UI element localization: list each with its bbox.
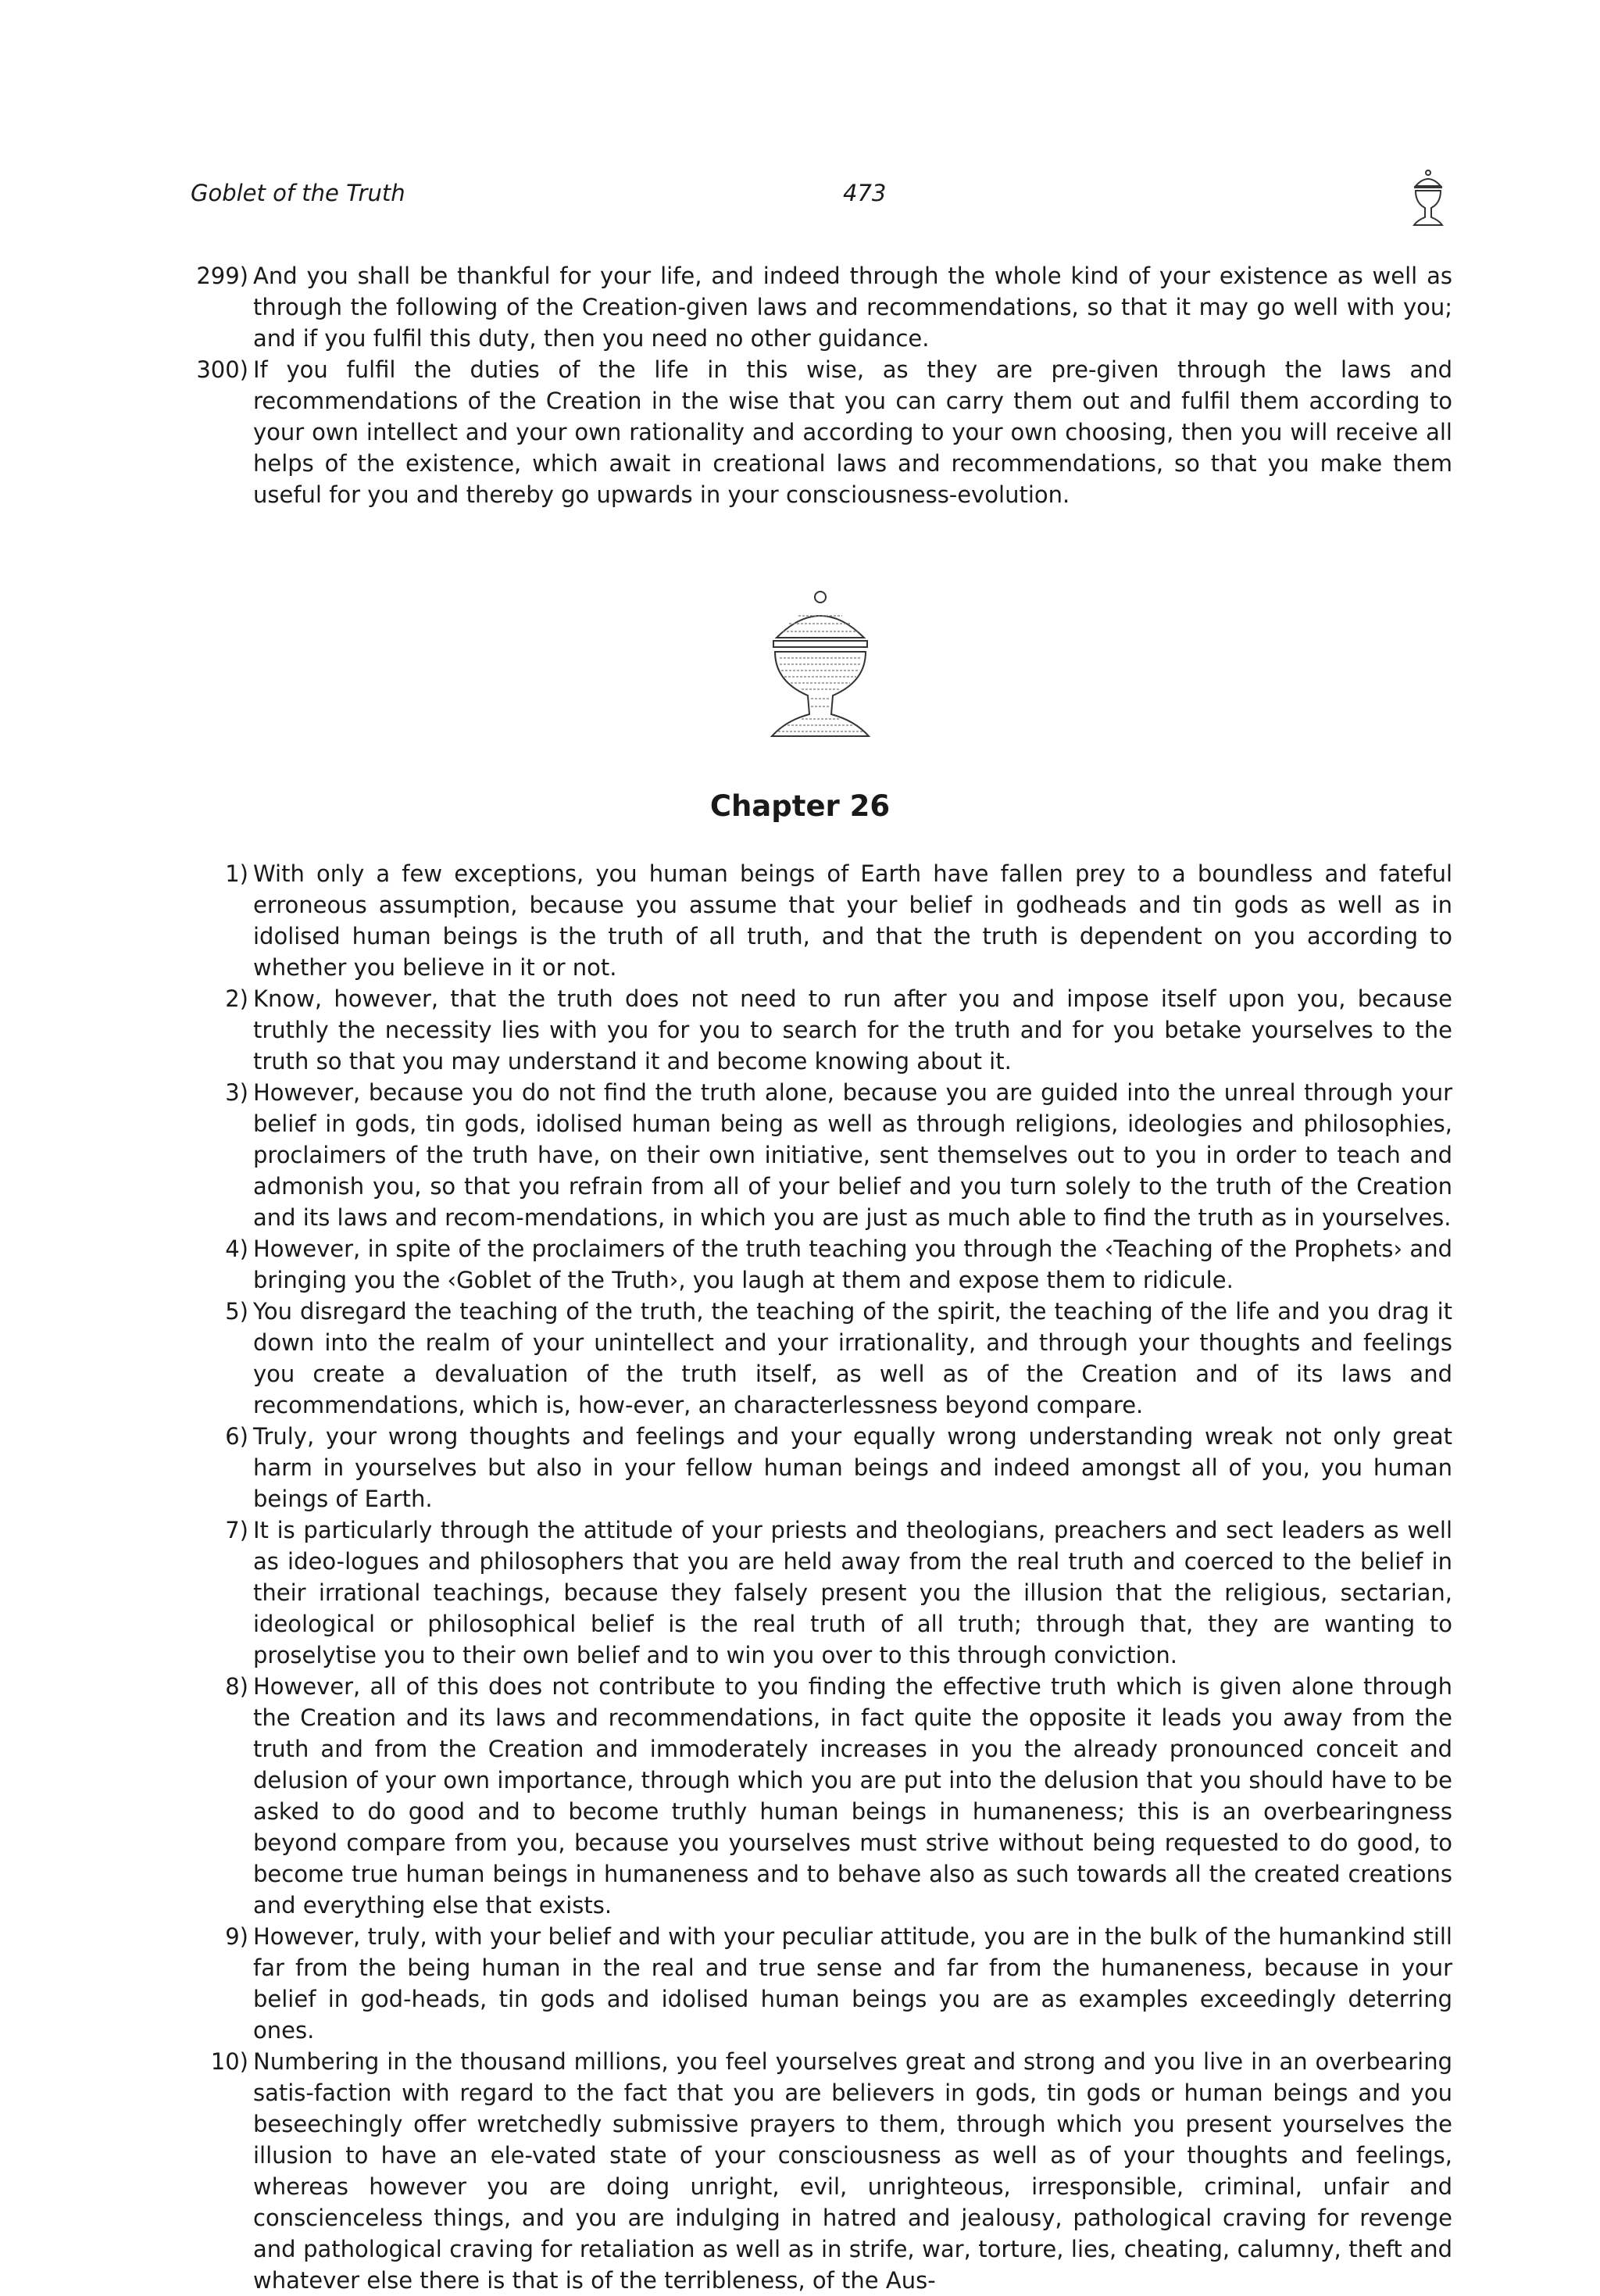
verse-text: Know, however, that the truth does not need to run after you and impose itself upon you, because truthly the necessity lies with you for you to search for the truth and for you betake yourselves to the truth so that you may understand it and become knowing about it. bbox=[253, 985, 1452, 1075]
page-header bbox=[191, 173, 1441, 228]
goblet-icon bbox=[1408, 169, 1448, 228]
verse-number: 7) bbox=[225, 1517, 248, 1543]
verse-text: It is particularly through the attitude of your priests and theologians, preachers and sect leaders as well as ideo-logues and philosophers that you are held away from the real truth and coerced to the belief in their irrational teachings, because they falsely present you the illusion that the religious, sectarian, ideological or philosophical belief is the real truth of all truth; through that, they are wanting to proselytise you to their own belief and to win you over to this through conviction. bbox=[253, 1517, 1452, 1668]
verse-text: If you fulfil the duties of the life in this wise, as they are pre-given through the laws and recommendations of the Creation in the wise that you can carry them out and fulfil them according to your own intellect and your own rationality and according to your own choosing, then you will receive all helps of the existence, which await in creational laws and recommendations, so that you make them useful for you and thereby go upwards in your consciousness-evolution. bbox=[253, 356, 1452, 508]
verse-text: Truly, your wrong thoughts and feelings and your equally wrong understanding wreak not only great harm in yourselves but also in your fellow human beings and indeed amongst all of you, you human beings of Earth. bbox=[253, 1423, 1452, 1512]
verse-number: 5) bbox=[225, 1298, 248, 1325]
goblet-text-illustration-icon bbox=[767, 589, 873, 746]
verse-item bbox=[191, 354, 1452, 510]
verse-number: 10) bbox=[210, 2048, 248, 2075]
verse-item bbox=[191, 1921, 1452, 2046]
verse-number: 2) bbox=[225, 985, 248, 1012]
verse-item bbox=[191, 1671, 1452, 1921]
verse-text: You disregard the teaching of the truth, the teaching of the spirit, the teaching of the life and you drag it down into the realm of your unintellect and your irrationality, and through your thoughts and feelings you create a devaluation of the truth itself, as well as of the Creation and of its laws and recommendations, which is, how-ever, an characterlessness beyond compare. bbox=[253, 1298, 1452, 1418]
verse-item bbox=[191, 983, 1452, 1077]
verse-number: 6) bbox=[225, 1423, 248, 1450]
verse-item bbox=[191, 1296, 1452, 1421]
verse-item bbox=[191, 2046, 1452, 2296]
verse-text: And you shall be thankful for your life, and indeed through the whole kind of your existence as well as through the following of the Creation-given laws and recommendations, so that it may go well with you; and if you fulfil this duty, then you need no other guidance. bbox=[253, 263, 1452, 352]
verse-number: 3) bbox=[225, 1079, 248, 1106]
verse-item bbox=[191, 1515, 1452, 1671]
running-title: Goblet of the Truth bbox=[191, 180, 405, 206]
verse-text: However, all of this does not contribute to you finding the effective truth which is given alone through the Creation and its laws and recommendations, in fact quite the opposite it leads you away from the truth and from the Creation and immoderately increases in you the already pronounced conceit and delusion of your own importance, through which you are put into the delusion that you should have to be asked to do good and to become truthly human beings in humaneness; this is an overbearingness beyond compare from you, because you yourselves must strive without being requested to do good, to become true human beings in humaneness and to behave also as such towards all the created creations and everything else that exists. bbox=[253, 1673, 1452, 1919]
verse-item bbox=[191, 1421, 1452, 1515]
verse-text: With only a few exceptions, you human beings of Earth have fallen prey to a boundless and fateful erroneous assumption, because you assume that your belief in godheads and tin gods as well as in idolised human beings is the truth of all truth, and that the truth is dependent on you according to whether you believe in it or not. bbox=[253, 860, 1452, 981]
verse-text: However, in spite of the proclaimers of the truth teaching you through the ‹Teaching of the Prophets› and bringing you the ‹Goblet of the Truth›, you laugh at them and expose them to ridicule. bbox=[253, 1236, 1452, 1293]
verse-number: 4) bbox=[225, 1236, 248, 1262]
verse-number: 8) bbox=[225, 1673, 248, 1700]
verse-number: 299) bbox=[196, 263, 248, 289]
verse-number: 1) bbox=[225, 860, 248, 887]
verse-item bbox=[191, 260, 1452, 354]
page-number: 473 bbox=[843, 180, 887, 206]
verse-text: However, truly, with your belief and with your peculiar attitude, you are in the bulk of the humankind still far from the being human in the real and true sense and far from the humaneness, because in your belief in god-heads, tin gods and idolised human beings you are as examples exceedingly deterring ones. bbox=[253, 1923, 1452, 2044]
verse-list-chapter bbox=[191, 858, 1452, 2296]
verse-list-previous-chapter bbox=[191, 260, 1452, 510]
verse-text: Numbering in the thousand millions, you feel yourselves great and strong and you live in an overbearing satis-faction with regard to the fact that you are believers in gods, tin gods or human beings and you beseechingly offer wretchedly submissive prayers to them, through which you present yourselves the illusion to have an ele-vated state of your consciousness as well as of your thoughts and feelings, whereas however you are doing unright, evil, unrighteous, irresponsible, criminal, unfair and conscienceless things, and you are indulging in hatred and jealousy, pathological craving for revenge and pathological craving for retaliation as well as in strife, war, torture, lies, cheating, calumny, theft and whatever else there is that is of the terribleness, of the Aus- bbox=[253, 2048, 1452, 2294]
verse-text: However, because you do not find the truth alone, because you are guided into the unreal through your belief in gods, tin gods, idolised human being as well as through religions, ideologies and philosophies, proclaimers of the truth have, on their own initiative, sent themselves out to you in order to teach and admonish you, so that you refrain from all of your belief and you turn solely to the truth of the Creation and its laws and recom-mendations, in which you are just as much able to find the truth as in yourselves. bbox=[253, 1079, 1452, 1231]
verse-item bbox=[191, 1233, 1452, 1296]
verse-number: 300) bbox=[196, 356, 248, 383]
chapter-title: Chapter 26 bbox=[709, 789, 891, 823]
verse-item bbox=[191, 858, 1452, 983]
verse-number: 9) bbox=[225, 1923, 248, 1950]
verse-item bbox=[191, 1077, 1452, 1233]
